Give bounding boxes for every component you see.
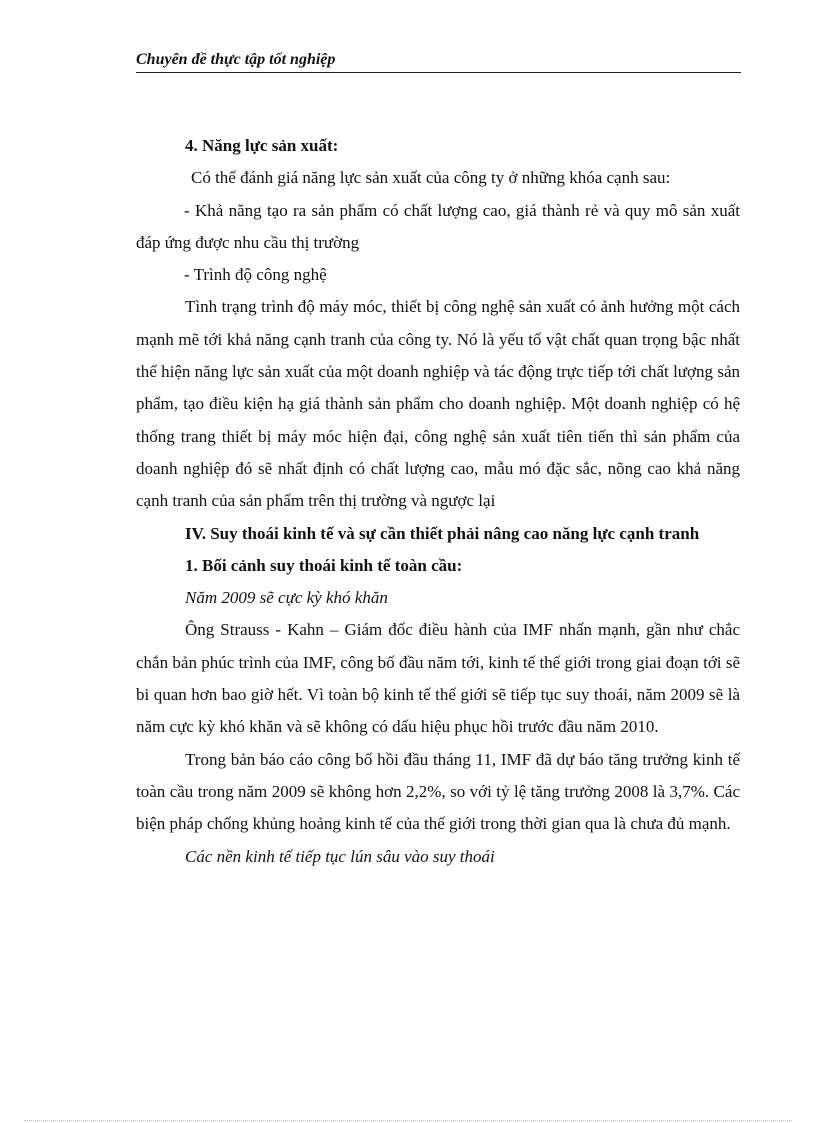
document-body (136, 130, 740, 873)
strauss-kahn-paragraph: Ông Strauss - Kahn – Giám đốc điều hành của IMF nhấn mạnh, gần như chắc chắn bản phúc trình của IMF, công bố đầu năm tới, kinh tế thế giới trong giai đoạn tới sẽ bi quan hơn bao giờ hết. Vì toàn bộ kinh tế thế giới sẽ tiếp tục suy thoái, năm 2009 sẽ là năm cực kỳ khó khăn và sẽ không có dấu hiệu phục hồi trước đầu năm 2010. (136, 620, 740, 737)
bullet-technology-level: - Trình độ công nghệ (184, 265, 327, 285)
section-4-heading: 4. Năng lực sản xuất: (185, 136, 339, 155)
page-footer-divider (24, 1120, 792, 1121)
imf-report-paragraph: Trong bản báo cáo công bố hồi đầu tháng 11, IMF đã dự báo tăng trưởng kinh tế toàn cầu trong năm 2009 sẽ không hơn 2,2%, so với tỷ lệ tăng trưởng 2008 là 3,7%. Các biện pháp chống khủng hoảng kinh tế của thế giới trong thời gian qua là chưa đủ mạnh. (136, 749, 740, 834)
page-header-title: Chuyên đề thực tập tốt nghiệp (136, 51, 336, 68)
technology-paragraph: Tình trạng trình độ máy móc, thiết bị công nghệ sản xuất có ảnh hưởng một cách mạnh mẽ tới khả năng cạnh tranh của công ty. Nó là yếu tố vật chất quan trọng bậc nhất thể hiện năng lực sản xuất của một doanh nghiệp và tác động trực tiếp tới chất lượng sản phẩm, tạo điều kiện hạ giá thành sản phẩm cho doanh nghiệp. Một doanh nghiệp có hệ thống trang thiết bị máy móc hiện đại, công nghệ sản xuất tiên tiến thì sản phẩm của doanh nghiệp đó sẽ nhất định có chất lượng cao, mẫu mó đặc sắc, nõng cao khả năng cạnh tranh của sản phẩm trên thị trường và ngược lại (136, 297, 740, 511)
bullet-production-capacity: - Khả năng tạo ra sản phẩm có chất lượng cao, giá thành rẻ và quy mô sản xuất đáp ứng được nhu cầu thị trường (136, 200, 740, 252)
subsection-1-heading: 1. Bối cảnh suy thoái kinh tế toàn cầu: (185, 555, 463, 575)
section-iv-heading: IV. Suy thoái kinh tế và sự cần thiết phải nâng cao năng lực cạnh tranh (185, 523, 700, 543)
page-header (136, 50, 741, 73)
italic-subheading-recession: Các nền kinh tế tiếp tục lún sâu vào suy thoái (185, 846, 495, 866)
italic-subheading-2009: Năm 2009 sẽ cực kỳ khó khăn (185, 588, 388, 608)
section-4-intro: Có thể đánh giá năng lực sản xuất của công ty ở những khóa cạnh sau: (191, 168, 671, 188)
